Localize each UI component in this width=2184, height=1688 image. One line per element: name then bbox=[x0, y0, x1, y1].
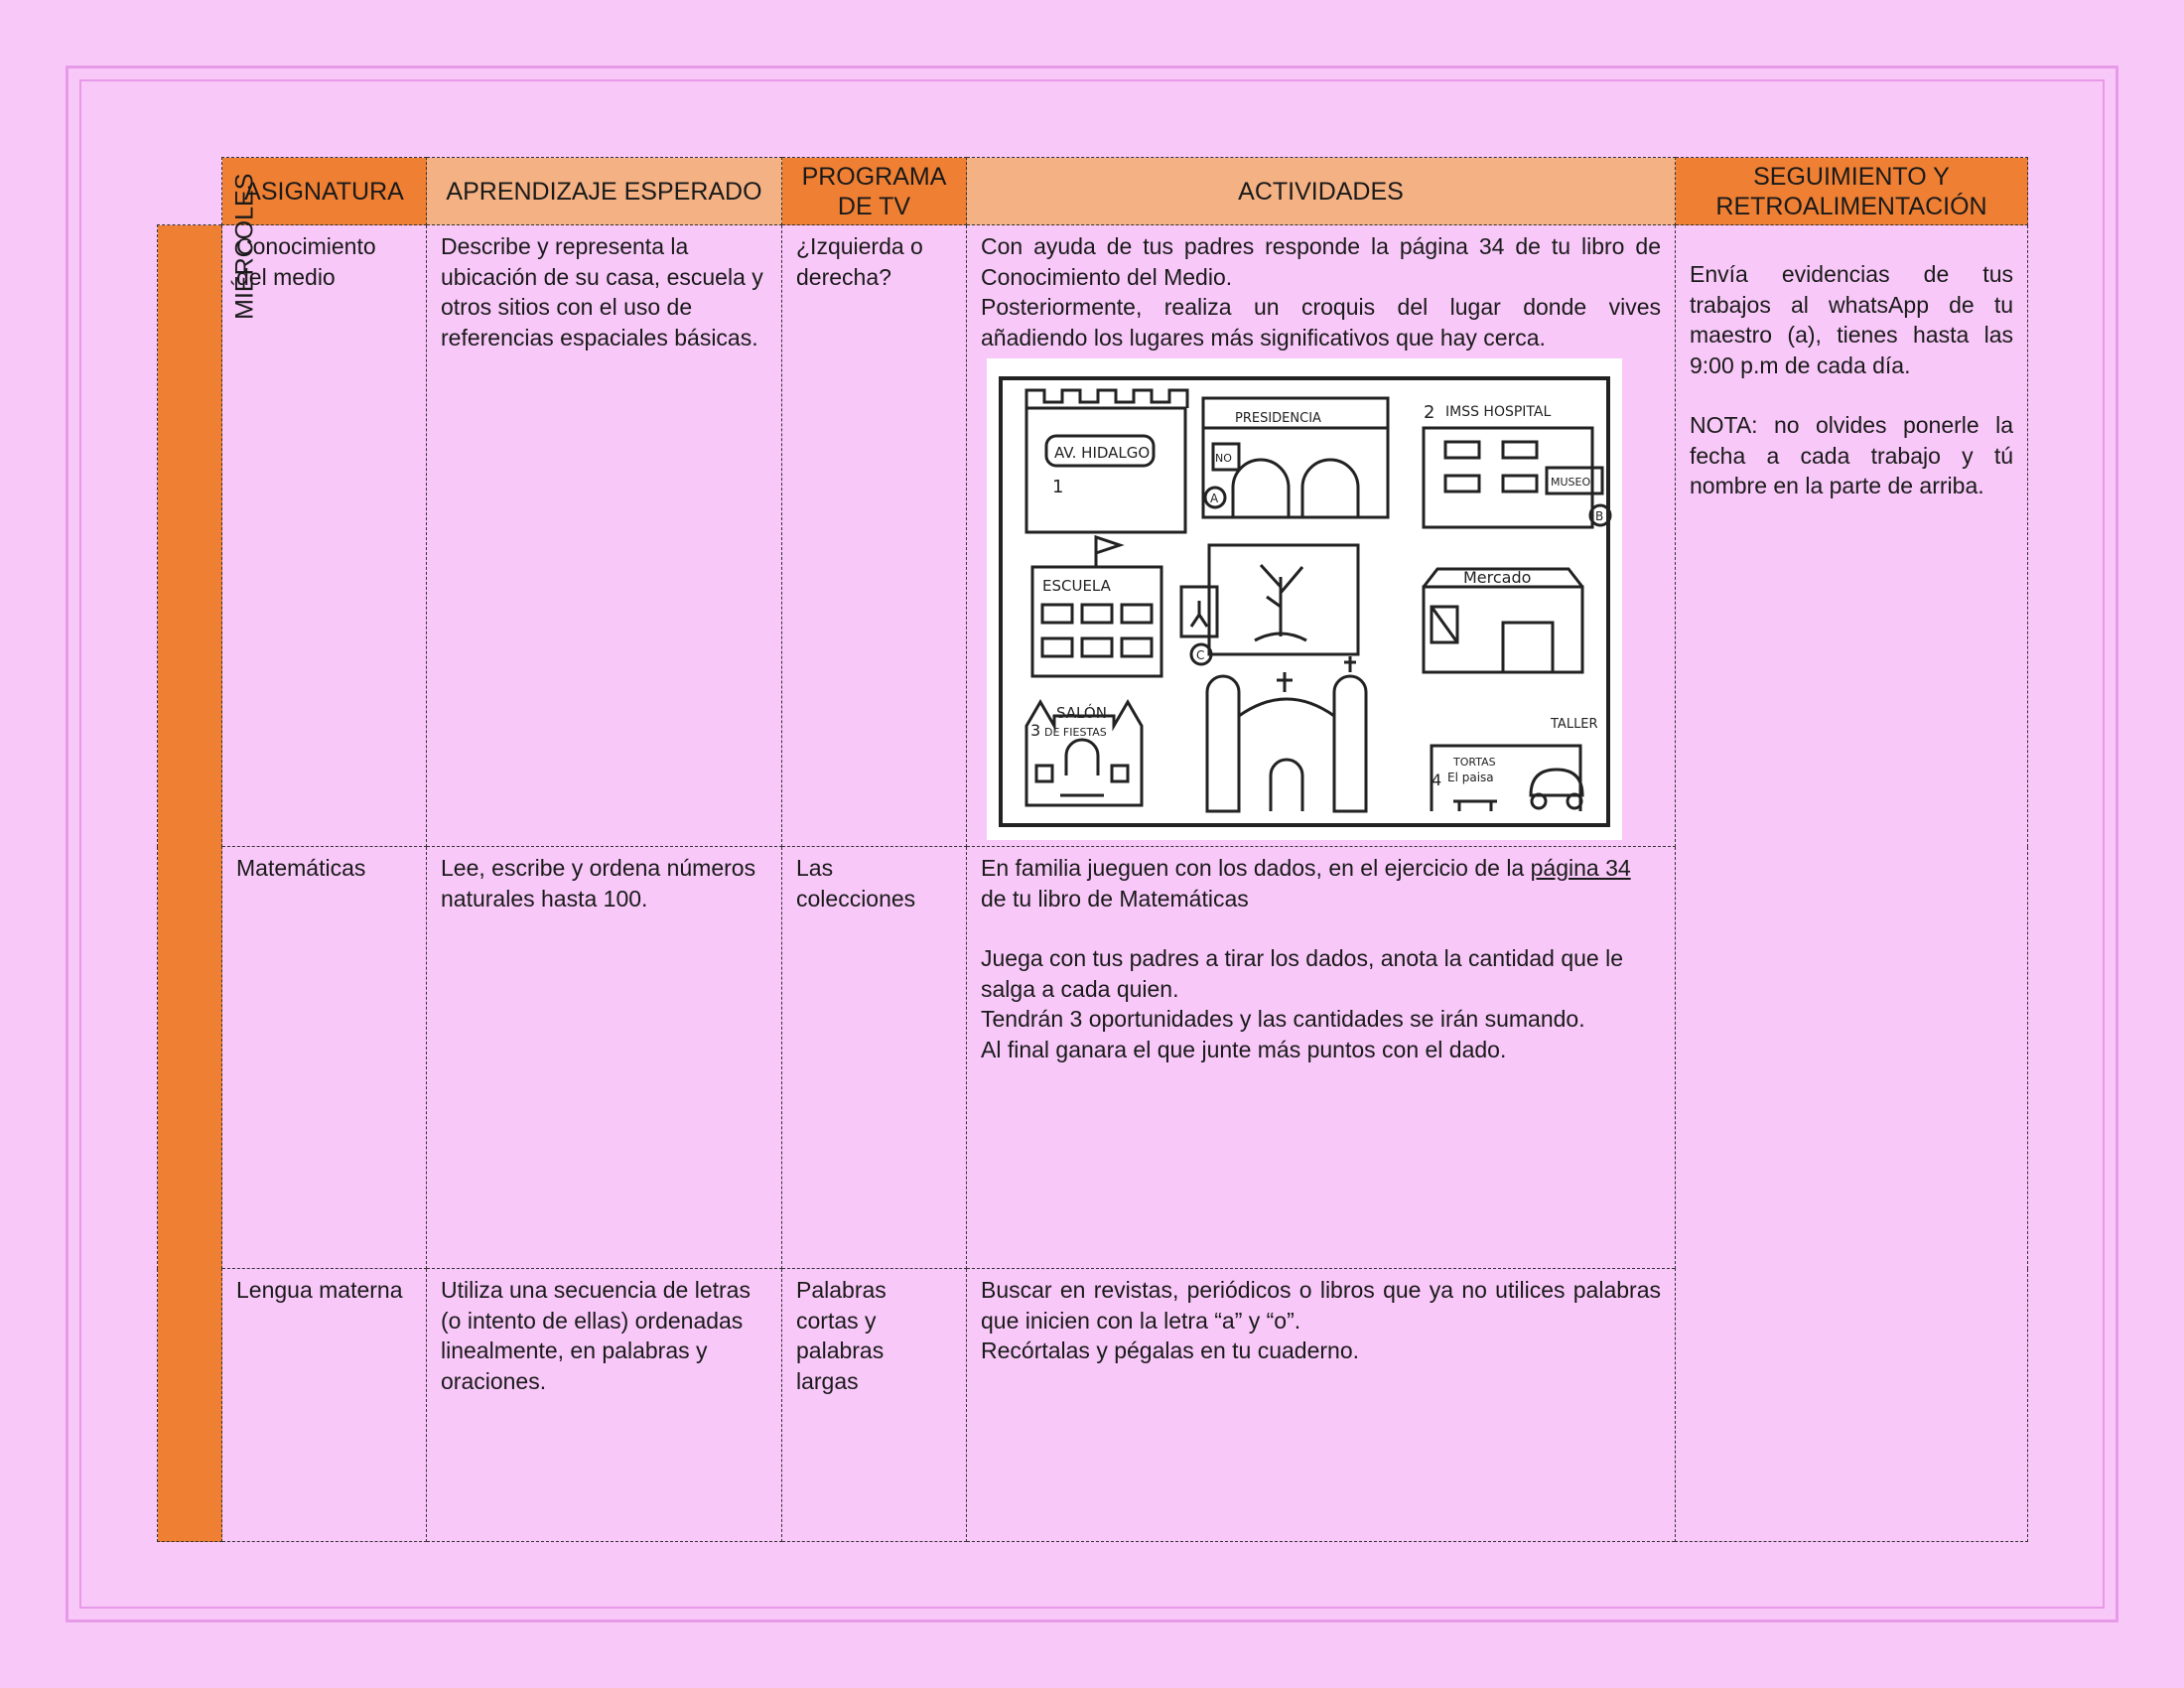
sketch-label: 4 bbox=[1432, 771, 1442, 789]
cell-asignatura: Lengua materna bbox=[222, 1269, 427, 1542]
cell-programa: Palabras cortas y palabras largas bbox=[782, 1269, 967, 1542]
corner-blank bbox=[158, 158, 222, 225]
sketch-label: NO bbox=[1215, 452, 1232, 465]
page-link[interactable]: página 34 bbox=[1530, 855, 1631, 881]
sketch-label: TALLER bbox=[1551, 717, 1598, 732]
sketch-label: Mercado bbox=[1463, 568, 1532, 587]
cell-programa: Las colecciones bbox=[782, 847, 967, 1269]
activity-text: En familia jueguen con los dados, en el ejercicio de la página 34 de tu libro de Matemáticas bbox=[981, 855, 1631, 912]
activity-text: Buscar en revistas, periódicos o libros que ya no utilices palabras que inicien con la letra “a” y “o”. bbox=[981, 1277, 1661, 1334]
header-row bbox=[158, 158, 2028, 225]
cell-programa: ¿Izquierda o derecha? bbox=[782, 225, 967, 847]
neighborhood-sketch-image bbox=[987, 358, 1622, 840]
cell-asignatura: Conocimiento del medio bbox=[222, 225, 427, 847]
cell-actividades bbox=[967, 1269, 1676, 1542]
sketch-label: IMSS HOSPITAL bbox=[1445, 404, 1552, 420]
cell-actividades bbox=[967, 847, 1676, 1269]
sketch-label: El paisa bbox=[1447, 771, 1494, 784]
activity-text: Recórtalas y pégalas en tu cuaderno. bbox=[981, 1337, 1360, 1363]
sketch-label: C bbox=[1196, 648, 1205, 662]
sketch-label: MUSEO bbox=[1551, 476, 1591, 489]
cell-aprendizaje: Describe y representa la ubicación de su casa, escuela y otros sitios con el uso de referencias espaciales básicas. bbox=[427, 225, 782, 847]
feedback-note: NOTA: no olvides ponerle la fecha a cada trabajo y tú nombre en la parte de arriba. bbox=[1690, 412, 2013, 498]
feedback-text: Envía evidencias de tus trabajos al whatsApp de tu maestro (a), tienes hasta las 9:00 p.m de cada día. bbox=[1690, 261, 2013, 378]
sketch-label: 3 bbox=[1030, 721, 1041, 740]
activity-text: Posteriormente, realiza un croquis del lugar donde vives añadiendo los lugares más significativos que hay cerca. bbox=[981, 294, 1661, 351]
activity-text: Al final ganara el que junte más puntos con el dado. bbox=[981, 1036, 1507, 1062]
sketch-label: SALÓN bbox=[1056, 704, 1107, 722]
day-label: MIÉRCOLES bbox=[230, 173, 259, 320]
sketch-label: TORTAS bbox=[1453, 756, 1496, 769]
day-cell bbox=[158, 173, 259, 1542]
sketch-label: A bbox=[1210, 492, 1219, 505]
cell-asignatura: Matemáticas bbox=[222, 847, 427, 1269]
header-seguimiento: SEGUIMIENTO Y RETROALIMENTACIÓN bbox=[1676, 158, 2028, 225]
cell-aprendizaje: Lee, escribe y ordena números naturales hasta 100. bbox=[427, 847, 782, 1269]
sketch-label: B bbox=[1595, 509, 1604, 523]
header-programa: PROGRAMA DE TV bbox=[782, 158, 967, 225]
sketch-label: PRESIDENCIA bbox=[1235, 411, 1321, 426]
sketch-label: AV. HIDALGO bbox=[1054, 444, 1151, 462]
cell-actividades bbox=[967, 225, 1676, 847]
activity-text: Juega con tus padres a tirar los dados, anota la cantidad que le salga a cada quien. bbox=[981, 945, 1623, 1002]
sketch-label: 1 bbox=[1052, 477, 1064, 497]
activity-text: Tendrán 3 oportunidades y las cantidades se irán sumando. bbox=[981, 1006, 1585, 1032]
cell-seguimiento bbox=[1676, 225, 2028, 1542]
sketch-label: ESCUELA bbox=[1042, 577, 1111, 595]
cell-aprendizaje: Utiliza una secuencia de letras (o intento de ellas) ordenadas linealmente, en palabras y oraciones. bbox=[427, 1269, 782, 1542]
sketch-label: DE FIESTAS bbox=[1044, 726, 1107, 739]
activity-text: Con ayuda de tus padres responde la página 34 de tu libro de Conocimiento del Medio. bbox=[981, 233, 1661, 290]
sketch-label: 2 bbox=[1424, 402, 1435, 423]
header-asignatura: ASIGNATURA bbox=[222, 158, 427, 225]
header-aprendizaje: APRENDIZAJE ESPERADO bbox=[427, 158, 782, 225]
table-row-conocimiento bbox=[158, 225, 2028, 847]
header-actividades: ACTIVIDADES bbox=[967, 158, 1676, 225]
lesson-plan-table bbox=[157, 157, 2028, 1542]
